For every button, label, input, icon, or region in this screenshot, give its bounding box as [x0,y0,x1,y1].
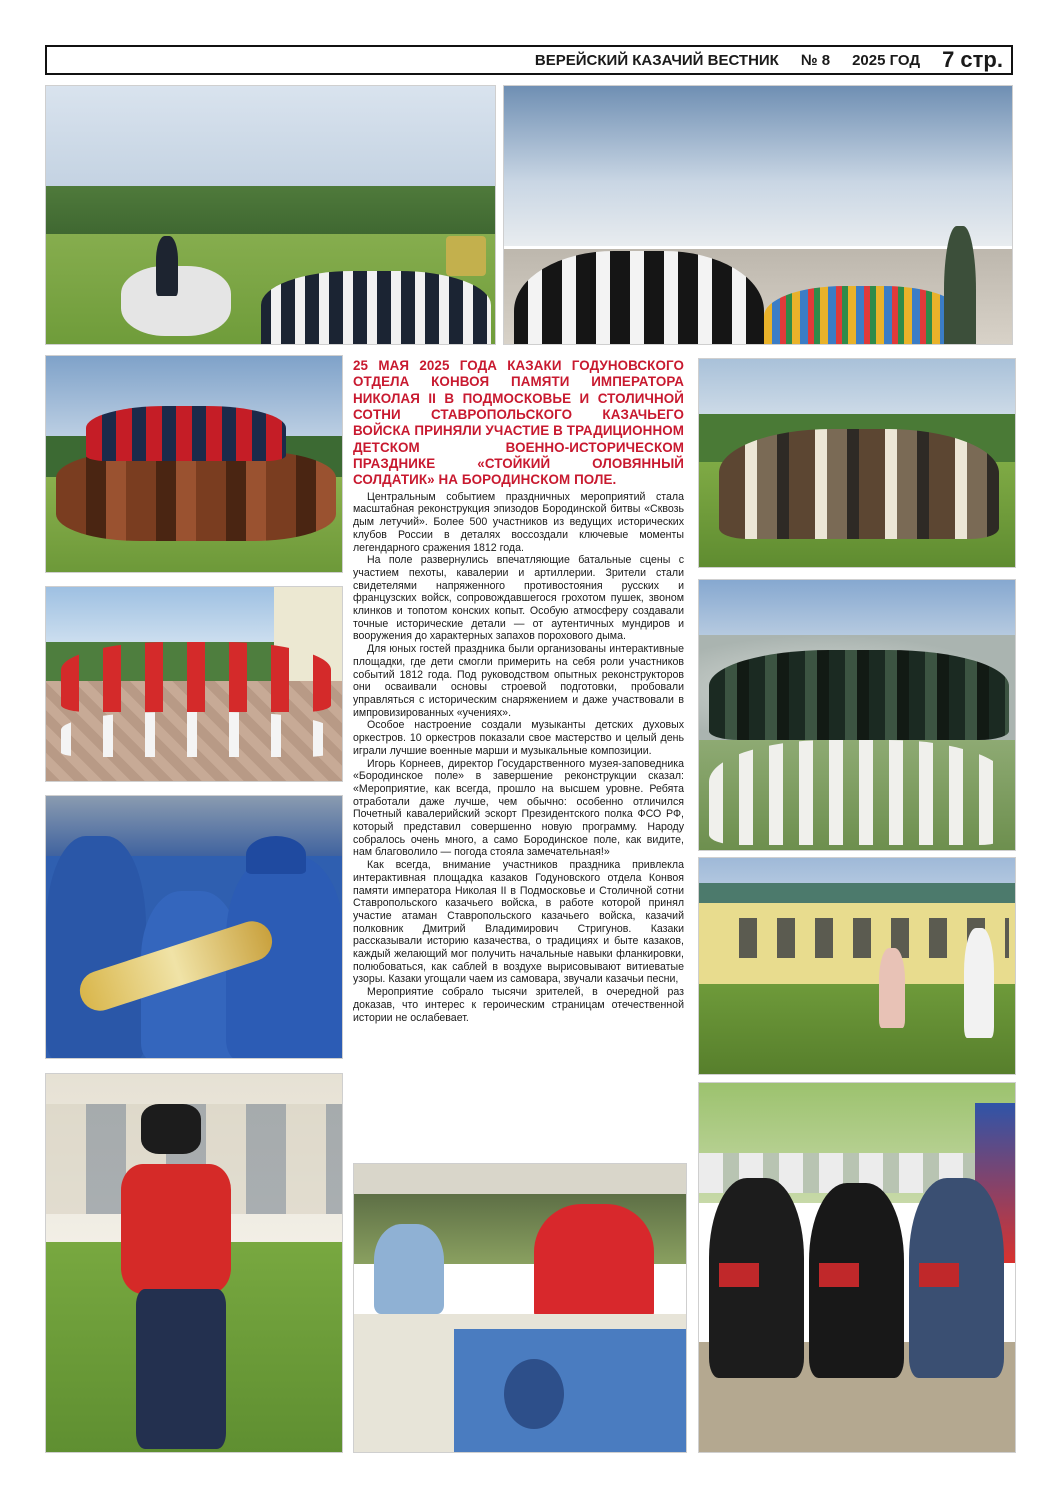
article [353,358,684,1024]
article-paragraph: Игорь Корнеев, директор Государственного музея-заповедника «Бородинское поле» в завершение реконструкции сказал: «Мероприятие, как всегда, прошло на высшем уровне. Ребята отработали даже лучше, чем обычно: особенно отличился Почетный кавалерийский эскорт Президентского полка ФСО РФ, который представил совершенно новую программу. Народу собралось очень много, а само Бородинское поле, как видите, нам благоволило — погода стояла замечательная!» [353,757,684,859]
article-paragraph: Как всегда, внимание участников праздника привлекла интерактивная площадка казаков Годуновского отдела Конвоя памяти императора Николая II в Подмосковье и Столичной сотни Ставропольского казачьего войска, в работе которой принял участие атаман Ставропольского казачьего войска, казачий полковник Дмитрий Владимирович Стригунов. Казаки рассказывали историю казачества, о традициях и быте казаков, каждый желающий мог получить начальные навыки фланкировки, полюбоваться, как саблей в воздухе вырисовывают витиеватые узоры. Казаки угощали чаем из самовара, звучали казачьи песни, [353,859,684,986]
photo-young-trumpeters [45,795,343,1059]
article-paragraph: На поле развернулись впечатляющие батальные сцены с участием пехоты, кавалерии и артиллерии. Зрители стали свидетелями напряженного противостояния русских и французских войск, сопровождавшегося грохотом пушек, звоном клинков и топотом конских копыт. Особую атмосферу создавали точные исторические детали — от аутентичных мундиров и вооружения до характерных запахов порохового дыма. [353,554,684,643]
photo-brass-band-conductor [503,85,1013,345]
article-paragraph: Центральным событием праздничных мероприятий стала масштабная реконструкция эпизодов Бородинской битвы «Сквозь дым летучий». Более 500 участников из ведущих исторических клубов России в деталях воссоздали ключевые моменты легендарного сражения 1812 года. [353,490,684,554]
photo-cavalry-infantry [45,85,496,345]
photo-cossacks-tea-table [353,1163,687,1453]
issue-year: 2025 ГОД [852,51,921,69]
photo-hussars-on-horses [45,355,343,573]
page-header [45,45,1013,75]
photo-cossack-group-field [698,358,1016,568]
photo-museum-building [698,857,1016,1075]
article-paragraph: Для юных гостей праздника были организованы интерактивные площадки, где дети смогли примерить на себя роли участников событий 1812 года. Под руководством опытных реконструкторов они осваивали основы строевой подготовки, пробовали управляться с историческим снаряжением и даже участвовали в импровизированных «учениях». [353,643,684,719]
article-paragraph: Мероприятие собрало тысячи зрителей, в очередной раз доказав, что интерес к героическим страницам отечественной истории не ослабевает. [353,986,684,1024]
photo-musket-volley [698,579,1016,851]
photo-majorettes [45,586,343,782]
page-number: 7 стр. [942,47,1003,72]
photo-cossack-with-sabers [45,1073,343,1453]
newspaper-title: ВЕРЕЙСКИЙ КАЗАЧИЙ ВЕСТНИК [534,51,779,69]
article-lead: 25 МАЯ 2025 ГОДА КАЗАКИ ГОДУНОВСКОГО ОТДЕЛА КОНВОЯ ПАМЯТИ ИМПЕРАТОРА НИКОЛАЯ II В ПОДМОСКОВЬЕ И СТОЛИЧНОЙ СОТНИ СТАВРОПОЛЬСКОГО КАЗАЧЬЕГО ВОЙСКА ПРИНЯЛИ УЧАСТИЕ В ТРАДИЦИОННОМ ДЕТСКОМ ВОЕННО-ИСТОРИЧЕСКОМ ПРАЗДНИКЕ «СТОЙКИЙ ОЛОВЯННЫЙ СОЛДАТИК» НА БОРОДИНСКОМ ПОЛЕ. [353,358,684,488]
article-paragraph: Особое настроение создали музыканты детских духовых оркестров. 10 оркестров показали свое мастерство и целый день играли лучшие военные марши и музыкальные композиции. [353,719,684,757]
issue-number: № 8 [800,51,831,69]
photo-seated-cossacks [698,1082,1016,1453]
